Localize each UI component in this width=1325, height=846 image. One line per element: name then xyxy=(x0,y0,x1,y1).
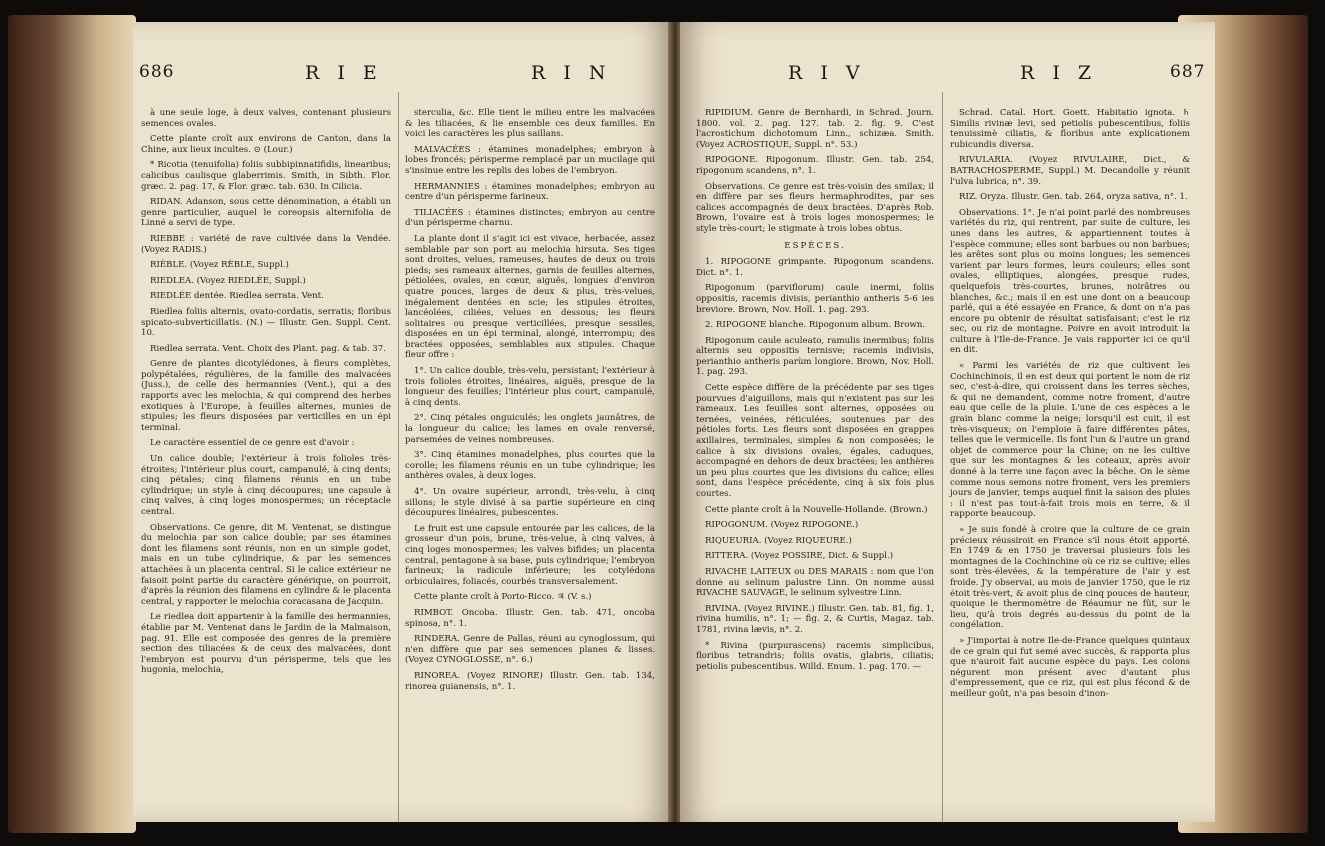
paragraph: 4°. Un ovaire supérieur, arrondi, très-velu, à cinq sillons; le style divisé à sa partie supérieure en cinq découpures linéaires, pubescentes. xyxy=(405,487,655,519)
paragraph: RIDAN. Adanson, sous cette dénomination, a établi un genre particulier, auquel le coreopsis alternifolia de Linné a servi de type. xyxy=(141,197,391,229)
book-edge-left xyxy=(8,15,136,833)
paragraph: RIMBOT. Oncoba. Illustr. Gen. tab. 471, oncoba spinosa, n°. 1. xyxy=(405,607,655,629)
paragraph: RIEDLEA. (Voyez RIEDLÉE, Suppl.) xyxy=(150,275,306,286)
paragraph: RIPOGONUM. (Voyez RIPOGONE.) xyxy=(705,520,859,531)
paragraph: Ripogonum (parviflorum) caule inermi, foliis oppositis, racemis divisis, perianthio antheris 5-6 ies breviore. Brown, Nov. Holl. 1. pag. 293. xyxy=(696,283,934,315)
paragraph: RIEDLÉE dentée. Riedlea serrata. Vent. xyxy=(150,291,324,302)
paragraph: Observations. Ce genre est très-voisin des smilax; il en diffère par ses fleurs hermaphrodites, par ses calices accompagnés de deux bractées. D'après Rob. Brown, l'ovaire est à trois loges monospermes; le style très-court; le stigmate à trois lobes obtus. xyxy=(696,181,934,234)
left-running-head-2: R I N xyxy=(531,62,612,84)
paragraph: RINDERA. Genre de Pallas, réuni au cynoglossum, qui n'en diffère que par ses semences planes & lisses. (Voyez CYNOGLOSSE, n°. 6.) xyxy=(405,634,655,666)
paragraph: Le fruit est une capsule entourée par les calices, de la grosseur d'un pois, brune, très-velue, à cinq valves, à cinq loges monospermes; les valves bifides; un placenta central, pentagone à sa base, puis cylindrique; l'embryon farineux; la radicule inférieure; les cotylédons orbiculaires, foliacés, courbés transversalement. xyxy=(405,523,656,587)
paragraph: TILIACÉES : étamines distinctes; embryon au centre d'un périsperme charnu. xyxy=(405,207,655,229)
paragraph: Observations. 1°. Je n'ai point parlé des nombreuses variétés du riz, qui rentrent, par suite de culture, les unes dans les autres, & appartiennent toutes à l'espèce commune; elles sont barbues ou non barbues; les arêtes sont plus ou moins longues; les semences varient par leurs formes, leurs couleurs; elles sont ovales, elliptiques, alongées, presque rudes, quelquefois très-courtes, brunes, noirâtres ou blanches, &c.; mais il en est une dont on a beaucoup parlé, qui a été essayée en France, & dont on n'a pas encore pu obtenir de résultat satisfaisant: c'est le riz sec, ou riz de montagne. Poivre en avoit introduit la culture à l'Ile-de-France. Je vais rapporter ici ce qu'il en dit. xyxy=(950,207,1190,356)
paragraph: RIVULARIA. (Voyez RIVULAIRE, Dict., & BATRACHOSPERME, Suppl.) M. Decandolle y réunit l'ulva lubrica, n°. 39. xyxy=(950,155,1190,187)
paragraph: » Je suis fondé à croire que la culture de ce grain précieux réussiroit en France s'il nous étoit apporté. En 1749 & en 1750 je traversai plusieurs fois les montagnes de la Cochinchine où ce riz se cultive; elles sont très-élevées, & la température de l'air y est froide. J'y observai, au mois de janvier 1750, que le riz étoit très-vert, & avoit plus de cinq pouces de hauteur, quoique le thermomètre de Réaumur ne fût, sur le lieu, qu'à trois degrés au-dessus du point de la congélation. xyxy=(950,524,1190,631)
paragraph: RIEBBE : variété de rave cultivée dans la Vendée. (Voyez RADIS.) xyxy=(141,233,391,255)
right-running-head-1: R I V xyxy=(788,62,866,84)
paragraph: RIZ. Oryza. Illustr. Gen. tab. 264, oryza sativa, n°. 1. xyxy=(959,192,1188,203)
paragraph: HERMANNIES : étamines monadelphes; embryon au centre d'un périsperme farineux. xyxy=(405,181,655,203)
paragraph: 2°. Cinq pétales onguiculés; les onglets jaunâtres, de la longueur du calice; les lames en ovale renversé, parsemées de veines nombreuses. xyxy=(405,413,655,445)
paragraph: Le riedlea doit appartenir à la famille des hermannies, établie par M. Ventenat dans le Jardin de la Malmaison, pag. 91. Elle est composée des genres de la première section des tiliacées & de ceux des malvacées, dont l'embryon est pourvu d'un périsperme, tels que les hugonia, melochia, xyxy=(141,612,391,676)
column-rule xyxy=(398,92,399,822)
paragraph: à une seule loge, à deux valves, contenant plusieurs semences ovales. xyxy=(141,108,391,129)
paragraph: Le caractère essentiel de ce genre est d'avoir : xyxy=(150,438,355,449)
paragraph: RIQUEURIA. (Voyez RIQUEURE.) xyxy=(705,535,852,546)
paragraph: « Parmi les variétés de riz que cultivent les Cochinchinois, il en est deux qui portent le nom de riz sec, c'est-à-dire, qui croissent dans les terres sèches, & qui ne demandent, comme notre froment, d'autre eau que celle de la pluie. L'une de ces espèces a le grain blanc comme la neige; lorsqu'il est cuit, il est très-visqueux; on l'emploie à faire différentes pâtes, telles que le vermicelle. Ils font l'un & l'autre un grand objet de commerce pour la Chine; on ne les cultive que sur les montagnes & les coteaux, après avoir donné à la terre une façon avec la bêche. On le sème comme nous semons notre froment, vers les premiers jours de janvier, temps auquel finit la saison des pluies : il n'est pas tout-à-fait trois mois en terre, & il rapporte beaucoup. xyxy=(950,361,1190,520)
paragraph: 1°. Un calice double, très-velu, persistant; l'extérieur à trois folioles étroites, linéaires, aiguës, presque de la longueur des feuilles; l'intérieur plus court, campanulé, à cinq dents. xyxy=(405,366,655,408)
paragraph: 3°. Cinq étamines monadelphes, plus courtes que la corolle; les filamens réunis en un tube cylindrique; les anthères ovales, à deux loges. xyxy=(405,450,655,482)
left-page xyxy=(133,22,670,822)
paragraph: Cette plante croît aux environs de Canton, dans la Chine, aux lieux incultes. ⊙ (Lour.) xyxy=(141,134,391,155)
right-running-head-2: R I Z xyxy=(1020,62,1098,84)
paragraph: Cette plante croît à la Nouvelle-Hollande. (Brown.) xyxy=(705,504,928,515)
paragraph: RITTERA. (Voyez POSSIRE, Dict. & Suppl.) xyxy=(705,551,894,562)
left-page-number: 686 xyxy=(139,62,175,82)
paragraph: RIVACHE LAITEUX ou DES MARAIS : nom que l'on donne au selinum palustre Linn. On nomme aussi RIVACHE SAUVAGE, le selinum sylvestre Linn. xyxy=(696,566,934,599)
column-rule xyxy=(942,92,943,822)
paragraph: * Ricotia (tenuifolia) foliis subbipinnatifidis, linearibus; calicibus caulisque glaberrimis. Smith, in Sibth. Flor. græc. 2. pag. 17, & Flor. græc. tab. 630. In Cilicia. xyxy=(141,160,391,192)
paragraph: RIÈBLE. (Voyez RÈBLE, Suppl.) xyxy=(150,260,289,271)
paragraph: Riedlea serrata. Vent. Choix des Plant. pag. & tab. 37. xyxy=(150,343,386,354)
left-column-1 xyxy=(141,108,391,681)
paragraph: RIVINA. (Voyez RIVINE.) Illustr. Gen. tab. 81, fig. 1, rivina humilis, n°. 1; — fig. 2, & Curtis, Magaz. tab. 1781, rivina lævis, n°. 2. xyxy=(696,603,934,635)
paragraph: sterculia, &c. Elle tient le milieu entre les malvacées & les tiliacées, & lie ensemble ces deux familles. En voici les caractères les plus saillans. xyxy=(405,108,655,140)
paragraph: 1. RIPOGONE grimpante. Ripogonum scandens. Dict. n°. 1. xyxy=(696,257,934,278)
right-page xyxy=(680,22,1215,822)
left-column-2 xyxy=(405,108,655,697)
right-page-number: 687 xyxy=(1170,62,1206,82)
paragraph: Cette plante croît à Porto-Ricco. ♃ (V. s.) xyxy=(414,592,592,603)
left-running-head-1: R I E xyxy=(305,62,383,84)
right-column-1 xyxy=(696,108,934,677)
paragraph: » J'importai à notre Ile-de-France quelques quintaux de ce grain qui fut semé avec succès, & rapporta plus que n'auroit fait aucune espèce du pays. Les colons négurent mon présent avec d'autant plus d'empressement, que ce riz, qui est plus fécond & de meilleur goût, n'a pas besoin d'inon- xyxy=(950,635,1190,699)
paragraph: La plante dont il s'agit ici est vivace, herbacée, assez semblable par son port au melochia hirsuta. Ses tiges sont droites, velues, rameuses, hautes de deux ou trois pieds; ses rameaux alternes, garnis de feuilles alternes, pétiolées, ovales, en cœur, aiguës, longues d'environ quatre pouces, larges de deux & plus, très-velues, inégalement dentées en scie; les stipules étroites, lancéolées, ciliées, velues en dessous; les fleurs solitaires ou presque verticillées, presque sessiles, disposées en un épi terminal, alongé, interrompu; des bractées opposées, semblables aux stipules. Chaque fleur offre : xyxy=(405,233,655,361)
paragraph: RINOREA. (Voyez RINORE) Illustr. Gen. tab. 134, rinorea guianensis, n°. 1. xyxy=(405,670,655,692)
paragraph: ESPÈCES. xyxy=(784,240,846,251)
paragraph: Schrad. Catal. Hort. Goett. Habitatio ignota. ♄ Similis rivinæ levi, sed petiolis pubescentibus, foliis tenuissimè ciliatis, & floribus ante explicationem rubicundis diversa. xyxy=(950,108,1190,150)
paragraph: 2. RIPOGONE blanche. Ripogonum album. Brown. xyxy=(705,320,926,331)
right-column-2 xyxy=(950,108,1190,704)
paragraph: Genre de plantes dicotylédones, à fleurs complètes, polypétalées, régulières, de la famille des malvacées (Juss.), de celle des hermannies (Vent.), qui a des rapports avec les melochia, & qui comprend des herbes exotiques à l'Europe, à feuilles alternes, munies de stipules; les fleurs disposées par verticilles en un épi terminal. xyxy=(141,359,391,433)
paragraph: Observations. Ce genre, dit M. Ventenat, se distingue du melochia par son calice double; par ses étamines dont les filamens sont réunis, non en un simple godet, mais en un tube cylindrique, & par les semences attachées à un placenta central. Si le calice extérieur ne faisoit point partie du caractère générique, on pourroit, d'après la réunion des filamens en cylindre & le placenta central, y rapporter le melochia coracasana de Jacquin. xyxy=(141,522,391,607)
paragraph: RIPOGONE. Ripogonum. Illustr. Gen. tab. 254, ripogonum scandens, n°. 1. xyxy=(696,155,934,176)
paragraph: Cette espèce diffère de la précédente par ses tiges pourvues d'aiguillons, mais qui n'existent pas sur les rameaux. Les feuilles sont alternes, opposées ou ternées, veinées, réticulées, soutenues par des pétioles forts. Les fleurs sont disposées en grappes axillaires, terminales, simples & non composées; le calice à six divisions ovales, égales, caduques, accompagné en dehors de deux bractées; les anthères un peu plus courtes que les divisions du calice; elles sont, dans l'espèce précédente, cinq à six fois plus courtes. xyxy=(696,383,934,499)
paragraph: MALVACÉES : étamines monadelphes; embryon à lobes froncés; périsperme remplacé par un mucilage qui s'insinue entre les replis des lobes de l'embryon. xyxy=(405,144,655,176)
paragraph: * Rivina (purpurascens) racemis simplicibus, floribus tetrandris; foliis ovatis, glabris, ciliatis; petiolis pubescentibus. Willd. Enum. 1. pag. 170. — xyxy=(696,640,934,672)
paragraph: RIPIDIUM. Genre de Bernhardi, in Schrad. Journ. 1800. vol. 2. pag. 127. tab. 2. fig. 9. C'est l'acrostichum dichotomum Linn., schizæa. Smith. (Voyez ACROSTIQUE, Suppl. n°. 53.) xyxy=(696,108,934,150)
paragraph: Un calice double; l'extérieur à trois folioles très-étroites; l'intérieur plus court, campanulé, à cinq dents; cinq pétales; cinq filamens réunis en un tube cylindrique; un style à cinq découpures; une capsule à cinq valves, à cinq loges monospermes; un réceptacle central. xyxy=(141,454,391,517)
paragraph: Riedlea foliis alternis, ovato-cordatis, serratis; floribus spicato-subverticillatis. (N.) — Illustr. Gen. Suppl. Cent. 10. xyxy=(141,306,391,339)
paragraph: Ripogonum caule aculeato, ramulis inermibus; foliis alternis seu oppositis ternisve; racemis indivisis, perianthio antheris parùm longiore. Brown, Nov. Holl. 1. pag. 293. xyxy=(696,335,934,378)
